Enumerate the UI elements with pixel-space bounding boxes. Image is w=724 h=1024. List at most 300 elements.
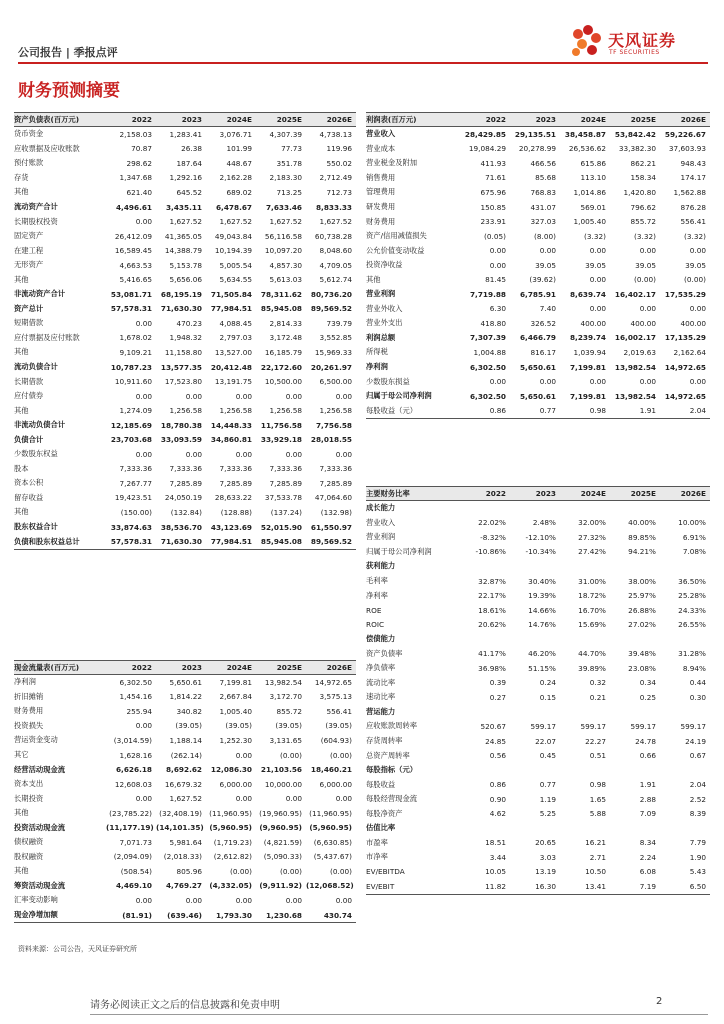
value-cell: 569.01 xyxy=(580,202,606,212)
value-cell xyxy=(610,632,660,647)
table-row xyxy=(14,462,356,477)
source-note: 资料来源：公司公告，天风证券研究所 xyxy=(18,945,137,953)
value-cell: 855.72 xyxy=(630,217,656,227)
row-label: 非流动资产合计 xyxy=(14,289,66,299)
value-cell: (0.00) xyxy=(634,275,656,285)
value-cell: 1,188.14 xyxy=(169,735,202,745)
row-label: 股本 xyxy=(14,463,29,473)
value-cell: 78,311.62 xyxy=(260,289,302,299)
value-cell: 0.44 xyxy=(689,678,706,688)
value-cell: 57,578.31 xyxy=(106,534,156,549)
value-cell: 3,076.71 xyxy=(219,129,252,139)
value-cell: 2,162.28 xyxy=(219,173,252,183)
value-cell: (132.98) xyxy=(320,507,352,517)
income-statement-table xyxy=(366,112,710,419)
value-cell: 5,153.78 xyxy=(169,260,202,270)
value-cell: 1,230.68 xyxy=(256,908,306,923)
value-cell xyxy=(510,763,560,778)
value-cell xyxy=(560,821,610,836)
value-cell: 4,738.13 xyxy=(319,129,352,139)
value-cell: 0.00 xyxy=(235,895,252,905)
row-label: 归属于母公司净利润 xyxy=(366,546,432,556)
value-cell: 24.33% xyxy=(678,605,706,615)
table-row xyxy=(14,806,356,821)
value-cell: 599.17 xyxy=(680,721,706,731)
value-cell: 6,466.79 xyxy=(519,333,556,343)
value-cell: 0.00 xyxy=(689,246,706,256)
value-cell: 39.48% xyxy=(628,649,656,659)
value-cell: 10.05 xyxy=(485,867,506,877)
value-cell: 1,454.16 xyxy=(119,692,152,702)
value-cell: 27.42% xyxy=(578,547,606,557)
year-header-cell: 2025E xyxy=(610,113,660,127)
value-cell: 11,756.58 xyxy=(260,420,302,430)
value-cell: 599.17 xyxy=(530,721,556,731)
value-cell: 33,929.18 xyxy=(260,435,302,445)
value-cell: 0.00 xyxy=(589,304,606,314)
value-cell: 0.00 xyxy=(589,246,606,256)
value-cell: 2,183.30 xyxy=(269,173,302,183)
value-cell: 430.74 xyxy=(306,908,356,923)
value-cell: 18,460.21 xyxy=(310,765,352,775)
row-label: 营业外支出 xyxy=(366,318,403,328)
value-cell: 8,833.33 xyxy=(315,202,352,212)
row-label: 资产/信用减值损失 xyxy=(366,231,427,241)
row-label: 在建工程 xyxy=(14,245,44,255)
table-row xyxy=(366,171,710,186)
value-cell: 31.00% xyxy=(578,576,606,586)
value-cell: 32.87% xyxy=(478,576,506,586)
value-cell: -12.10% xyxy=(525,532,556,542)
row-label: 流动比率 xyxy=(366,677,396,687)
row-label: 其他 xyxy=(14,507,29,517)
value-cell: 8.34 xyxy=(639,838,656,848)
value-cell: 0.00 xyxy=(185,449,202,459)
value-cell xyxy=(458,501,510,516)
value-cell: 60,738.28 xyxy=(314,231,352,241)
value-cell: (0.00) xyxy=(330,750,352,760)
value-cell: 5,650.61 xyxy=(169,677,202,687)
value-cell xyxy=(660,632,710,647)
table-row xyxy=(14,893,356,908)
value-cell: 43,123.69 xyxy=(210,522,252,532)
row-label: 每股收益（元） xyxy=(366,403,458,418)
row-label: 营运能力 xyxy=(366,706,396,716)
value-cell: 2.24 xyxy=(639,852,656,862)
row-label: 无形资产 xyxy=(14,260,44,270)
value-cell: 431.07 xyxy=(530,202,556,212)
value-cell: 3,575.13 xyxy=(319,692,352,702)
table-row xyxy=(14,908,356,923)
row-label: 公允价值变动收益 xyxy=(366,245,425,255)
year-header-cell: 2026E xyxy=(306,113,356,127)
value-cell: 1,627.52 xyxy=(169,217,202,227)
value-cell: 3,172.70 xyxy=(269,692,302,702)
value-cell: 0.00 xyxy=(639,246,656,256)
value-cell: 5,656.06 xyxy=(169,275,202,285)
value-cell: 6.08 xyxy=(639,867,656,877)
table-row xyxy=(366,676,710,691)
table-row xyxy=(366,748,710,763)
value-cell: 7,307.39 xyxy=(469,333,506,343)
row-label: ROE xyxy=(366,605,382,615)
value-cell: 0.24 xyxy=(539,678,556,688)
value-cell: 1,004.88 xyxy=(473,347,506,357)
row-label: 其他 xyxy=(366,274,381,284)
value-cell: 768.83 xyxy=(530,187,556,197)
table-row xyxy=(14,850,356,865)
table-row xyxy=(14,156,356,171)
value-cell: (9,911.92) xyxy=(259,881,302,891)
value-cell: 158.34 xyxy=(630,173,656,183)
value-cell: (0.00) xyxy=(684,275,706,285)
value-cell: 816.17 xyxy=(530,347,556,357)
value-cell: 400.00 xyxy=(630,318,656,328)
row-label: 其他 xyxy=(14,866,29,876)
value-cell: 1,256.58 xyxy=(319,406,352,416)
value-cell: 8,239.74 xyxy=(569,333,606,343)
value-cell: 298.62 xyxy=(126,158,152,168)
logo-sub: TF SECURITIES xyxy=(609,49,660,56)
value-cell: 796.62 xyxy=(630,202,656,212)
value-cell: 53,081.71 xyxy=(110,289,152,299)
value-cell: 8.94% xyxy=(682,663,706,673)
value-cell: 3,172.48 xyxy=(269,333,302,343)
disclaimer: 请务必阅读正文之后的信息披露和免责申明 xyxy=(90,1000,280,1011)
value-cell: 8.39 xyxy=(689,809,706,819)
table-row xyxy=(366,588,710,603)
row-label: 财务费用 xyxy=(14,706,44,716)
value-cell: 24,050.19 xyxy=(164,493,202,503)
value-cell: 119.96 xyxy=(326,144,352,154)
row-label: 投资活动现金流 xyxy=(14,822,66,832)
value-cell: 0.00 xyxy=(235,750,252,760)
value-cell: 550.02 xyxy=(326,158,352,168)
value-cell xyxy=(660,559,710,574)
year-header-cell: 2022 xyxy=(106,113,156,127)
row-label: 所得税 xyxy=(366,347,388,357)
year-header-cell: 2023 xyxy=(510,113,560,127)
value-cell: (3,014.59) xyxy=(113,735,152,745)
value-cell: 3,435.11 xyxy=(165,202,202,212)
value-cell: 1,005.40 xyxy=(219,706,252,716)
value-cell: 2.04 xyxy=(660,403,710,418)
value-cell: 3,131.65 xyxy=(269,735,302,745)
row-label: EV/EBIT xyxy=(366,879,458,894)
row-label: 管理费用 xyxy=(366,187,396,197)
value-cell: 10,097.20 xyxy=(264,246,302,256)
value-cell: 22.27 xyxy=(585,736,606,746)
table-row xyxy=(366,302,710,317)
value-cell: 16,589.45 xyxy=(114,246,152,256)
value-cell: 4,709.05 xyxy=(319,260,352,270)
value-cell: 23,703.68 xyxy=(110,435,152,445)
value-cell: (3.32) xyxy=(634,231,656,241)
value-cell: (11,960.95) xyxy=(209,808,252,818)
value-cell: 6,000.00 xyxy=(219,779,252,789)
value-cell: 0.00 xyxy=(639,304,656,314)
value-cell: (150.00) xyxy=(120,507,152,517)
value-cell: 16,402.17 xyxy=(614,289,656,299)
row-label: 短期借款 xyxy=(14,318,44,328)
value-cell xyxy=(560,501,610,516)
value-cell: 10,500.00 xyxy=(264,377,302,387)
value-cell: 13,191.75 xyxy=(214,377,252,387)
value-cell: 0.00 xyxy=(489,246,506,256)
table-row xyxy=(366,603,710,618)
value-cell: 85,945.08 xyxy=(260,304,302,314)
value-cell: 1,283.41 xyxy=(169,129,202,139)
value-cell: 7,333.36 xyxy=(219,464,252,474)
table-row xyxy=(14,777,356,792)
value-cell: 16.21 xyxy=(585,838,606,848)
table-row xyxy=(14,748,356,763)
value-cell: 739.79 xyxy=(326,318,352,328)
row-label: 营业利润 xyxy=(366,532,396,542)
row-label: 获利能力 xyxy=(366,561,396,571)
value-cell: 13.41 xyxy=(560,879,610,894)
value-cell: 101.99 xyxy=(226,144,252,154)
value-cell: 7,333.36 xyxy=(269,464,302,474)
row-label: 营业收入 xyxy=(366,517,396,527)
row-label: 经营活动现金流 xyxy=(14,764,66,774)
row-label: 少数股东权益 xyxy=(14,449,58,459)
table-row xyxy=(366,243,710,258)
value-cell: 0.00 xyxy=(285,895,302,905)
value-cell: 52,015.90 xyxy=(260,522,302,532)
table-row xyxy=(366,530,710,545)
value-cell: 18,780.38 xyxy=(160,420,202,430)
value-cell: (9,960.95) xyxy=(259,823,302,833)
value-cell: 5,612.74 xyxy=(319,275,352,285)
value-cell: (0.00) xyxy=(280,750,302,760)
value-cell: 0.15 xyxy=(539,692,556,702)
value-cell: (4,821.59) xyxy=(263,837,302,847)
value-cell: 0.00 xyxy=(135,449,152,459)
value-cell: 5.88 xyxy=(589,809,606,819)
table-row xyxy=(366,632,710,647)
table-row xyxy=(366,185,710,200)
value-cell: 7.40 xyxy=(539,304,556,314)
year-header-cell: 2025E xyxy=(610,487,660,501)
value-cell: 8,692.62 xyxy=(165,765,202,775)
table-row xyxy=(14,258,356,273)
value-cell: 85,945.08 xyxy=(256,534,306,549)
table-row xyxy=(14,287,356,302)
value-cell: 2,667.84 xyxy=(219,692,252,702)
value-cell xyxy=(510,705,560,720)
value-cell: 0.98 xyxy=(589,780,606,790)
value-cell: 28,633.22 xyxy=(214,493,252,503)
value-cell: 27.02% xyxy=(628,620,656,630)
value-cell: 71.61 xyxy=(485,173,506,183)
value-cell: 7,633.46 xyxy=(265,202,302,212)
row-label: 营业税金及附加 xyxy=(366,158,418,168)
table-row xyxy=(366,719,710,734)
value-cell: 0.32 xyxy=(589,678,606,688)
value-cell: (3.32) xyxy=(684,231,706,241)
value-cell: 0.86 xyxy=(489,780,506,790)
value-cell: 10,000.00 xyxy=(264,779,302,789)
value-cell: 113.10 xyxy=(580,173,606,183)
logo-mark-icon xyxy=(568,24,604,60)
value-cell: 400.00 xyxy=(580,318,606,328)
row-label: 债权融资 xyxy=(14,837,44,847)
value-cell: 2,814.33 xyxy=(269,318,302,328)
value-cell: 47,064.60 xyxy=(314,493,352,503)
value-cell xyxy=(510,821,560,836)
value-cell: 11,158.80 xyxy=(164,347,202,357)
value-cell: 13,982.54 xyxy=(264,677,302,687)
value-cell: 14.76% xyxy=(528,620,556,630)
value-cell: 1,039.94 xyxy=(573,347,606,357)
value-cell: 44.70% xyxy=(578,649,606,659)
value-cell xyxy=(610,821,660,836)
value-cell: 466.56 xyxy=(530,158,556,168)
row-label: 每股净资产 xyxy=(366,808,403,818)
value-cell: 5,650.61 xyxy=(519,362,556,372)
row-label: 每股收益 xyxy=(366,779,396,789)
table-row xyxy=(366,331,710,346)
value-cell: 2.71 xyxy=(589,852,606,862)
table-row xyxy=(366,516,710,531)
value-cell: 599.17 xyxy=(630,721,656,731)
table-row xyxy=(14,200,356,215)
value-cell: 621.40 xyxy=(126,187,152,197)
value-cell: 1,256.58 xyxy=(169,406,202,416)
value-cell: 0.77 xyxy=(510,403,560,418)
value-cell: (639.46) xyxy=(156,908,206,923)
row-label: 投资损失 xyxy=(14,720,44,730)
table-row xyxy=(14,214,356,229)
table-row xyxy=(14,704,356,719)
value-cell: (1,719.23) xyxy=(213,837,252,847)
value-cell: 150.85 xyxy=(480,202,506,212)
table-row xyxy=(366,142,710,157)
table-row xyxy=(14,505,356,520)
table-row xyxy=(14,389,356,404)
row-label: 毛利率 xyxy=(366,576,388,585)
year-header-cell: 2026E xyxy=(660,487,710,501)
value-cell: 1.91 xyxy=(639,780,656,790)
value-cell: 3.03 xyxy=(539,852,556,862)
value-cell: 7,285.89 xyxy=(219,478,252,488)
value-cell: 5,650.61 xyxy=(519,391,556,401)
value-cell: 89.85% xyxy=(628,532,656,542)
value-cell: 6.50 xyxy=(660,879,710,894)
row-label: 销售费用 xyxy=(366,172,396,182)
value-cell: 10.00% xyxy=(678,518,706,528)
value-cell xyxy=(660,821,710,836)
value-cell: 326.52 xyxy=(530,318,556,328)
row-label: 现金净增加额 xyxy=(14,908,106,923)
value-cell: 24.19 xyxy=(685,736,706,746)
row-label: 股权融资 xyxy=(14,851,44,861)
value-cell: 41.17% xyxy=(478,649,506,659)
value-cell: 36.50% xyxy=(678,576,706,586)
value-cell: 38,536.70 xyxy=(160,522,202,532)
table-row xyxy=(366,258,710,273)
table-header-row xyxy=(366,113,710,127)
value-cell: 0.86 xyxy=(458,403,510,418)
value-cell: 61,550.97 xyxy=(310,522,352,532)
value-cell: 31.28% xyxy=(678,649,706,659)
table-row xyxy=(14,127,356,142)
value-cell: 1,292.16 xyxy=(169,173,202,183)
table-row xyxy=(14,820,356,835)
value-cell: 94.21% xyxy=(628,547,656,557)
value-cell: (39.05) xyxy=(275,721,302,731)
value-cell: 16.30 xyxy=(510,879,560,894)
value-cell: 7.79 xyxy=(689,838,706,848)
row-label: 市盈率 xyxy=(366,837,388,847)
year-header-cell: 2026E xyxy=(660,113,710,127)
table-title-cell: 主要财务比率 xyxy=(366,487,458,501)
cash-flow-table xyxy=(14,660,356,923)
value-cell: 7,071.73 xyxy=(119,837,152,847)
row-label: 营业利润 xyxy=(366,289,396,299)
value-cell: 855.72 xyxy=(276,706,302,716)
row-label: 资本公积 xyxy=(14,478,44,488)
table-row xyxy=(366,501,710,516)
value-cell: 470.23 xyxy=(176,318,202,328)
value-cell: 2.52 xyxy=(689,794,706,804)
row-label: 货币资金 xyxy=(14,129,44,139)
table-row xyxy=(366,403,710,418)
value-cell: 12,608.03 xyxy=(114,779,152,789)
value-cell: 5,005.54 xyxy=(219,260,252,270)
table-header-row xyxy=(14,113,356,127)
row-label: 市净率 xyxy=(366,852,388,862)
row-label: 偿债能力 xyxy=(366,634,396,644)
value-cell: 689.02 xyxy=(226,187,252,197)
value-cell: 1,014.86 xyxy=(573,187,606,197)
value-cell: 0.00 xyxy=(285,449,302,459)
value-cell: 255.94 xyxy=(126,706,152,716)
value-cell: 39.05 xyxy=(635,260,656,270)
row-label: 其他 xyxy=(14,274,29,284)
value-cell: 0.00 xyxy=(489,260,506,270)
table-row xyxy=(366,821,710,836)
row-label: 负债合计 xyxy=(14,434,44,444)
value-cell: 89,569.52 xyxy=(306,534,356,549)
value-cell: 805.96 xyxy=(176,866,202,876)
value-cell: 4,857.30 xyxy=(269,260,302,270)
value-cell: 77,984.51 xyxy=(206,534,256,549)
value-cell: 37,603.93 xyxy=(668,144,706,154)
value-cell: 3.44 xyxy=(489,852,506,862)
value-cell: 7,333.36 xyxy=(119,464,152,474)
value-cell: 71,505.84 xyxy=(210,289,252,299)
table-row xyxy=(366,316,710,331)
value-cell: 13,577.35 xyxy=(160,362,202,372)
value-cell: 1.90 xyxy=(689,852,706,862)
row-label: 筹资活动现金流 xyxy=(14,880,66,890)
table-row xyxy=(366,792,710,807)
value-cell: 0.00 xyxy=(539,246,556,256)
value-cell: 9,109.21 xyxy=(119,347,152,357)
value-cell: 15.69% xyxy=(578,620,606,630)
table-row xyxy=(366,127,710,142)
value-cell: 7,756.58 xyxy=(315,420,352,430)
value-cell: 7,267.77 xyxy=(119,478,152,488)
value-cell: 1,627.52 xyxy=(269,217,302,227)
table-row xyxy=(14,762,356,777)
value-cell: 0.21 xyxy=(589,692,606,702)
value-cell: 4,469.10 xyxy=(115,881,152,891)
value-cell: 16,002.17 xyxy=(614,333,656,343)
row-label: 资产总计 xyxy=(14,303,44,313)
